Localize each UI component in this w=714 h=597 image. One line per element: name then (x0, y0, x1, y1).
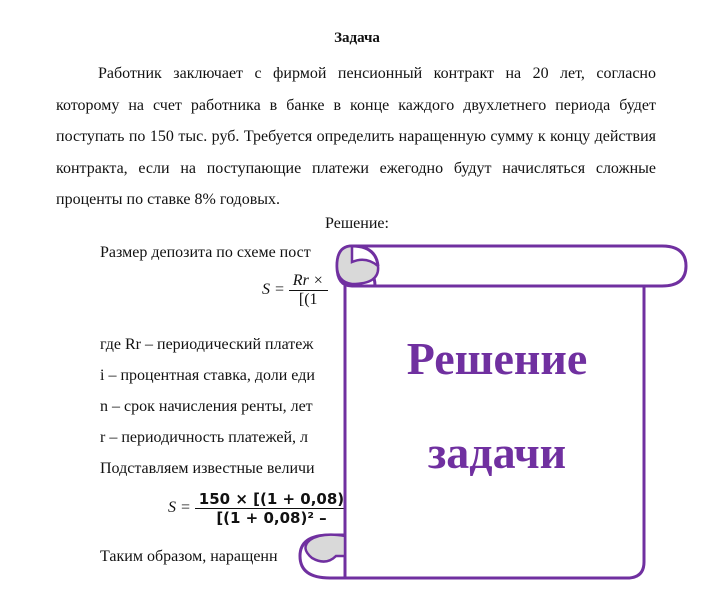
formula-2-denominator: [(1 + 0,08)² – (216, 509, 327, 527)
conclusion-line: Таким образом, наращенн (100, 548, 278, 565)
formula-2-numerator: 150 × [(1 + 0,08) (198, 490, 345, 508)
n-line: n – срок начисления ренты, лет (100, 398, 313, 415)
r-line: r – периодичность платежей, л (100, 429, 309, 446)
where-line: где Rr – периодический платеж (100, 336, 314, 353)
formula-2-lhs: S = (168, 499, 191, 517)
document-title: Задача (334, 30, 380, 46)
solution-heading: Решение: (325, 215, 389, 232)
formula-1-denominator: [(1 (298, 291, 318, 308)
scroll-title-line2: задачи (427, 427, 567, 478)
formula-1-numerator: Rr × (292, 272, 324, 289)
formula-1-lhs: S = (262, 281, 285, 299)
scroll-top-roll (352, 246, 686, 286)
substitute-line: Подставляем известные величи (100, 460, 315, 477)
problem-text: Работник заключает с фирмой пенсионный контракт на 20 лет, согласно которому на счет работника в банке в конце каждого двухлетнего периода будет поступать по 150 тыс. руб. Требуется определить наращенную сумму к концу действия контракта, если на поступающие платежи ежегодно будут начисляться сложные проценты по ставке 8% годовых. (56, 65, 656, 208)
scroll-title-line1: Решение (406, 333, 588, 384)
deposit-line: Размер депозита по схеме пост (100, 244, 311, 261)
i-line: i – процентная ставка, доли еди (100, 367, 315, 384)
